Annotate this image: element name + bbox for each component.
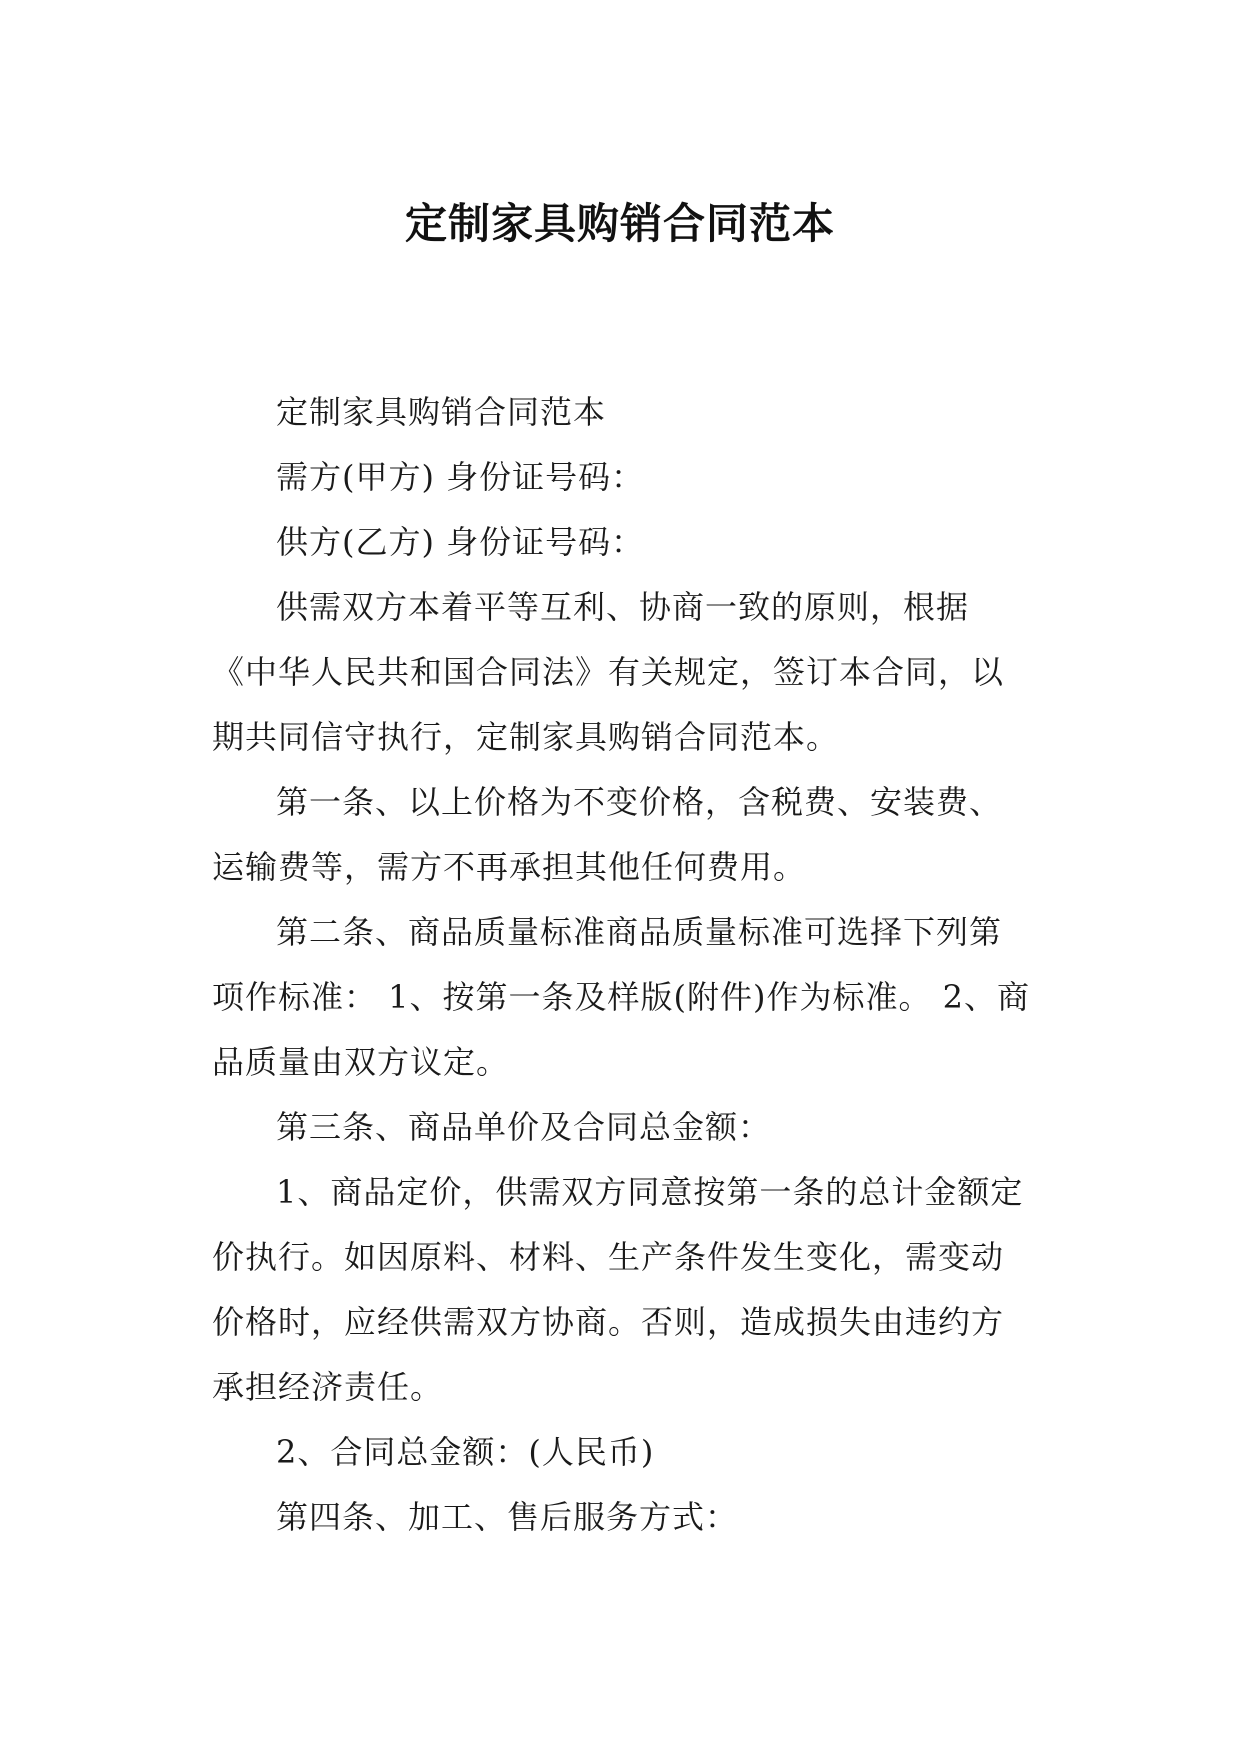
paragraph-heading: 定制家具购销合同范本 [276, 393, 607, 431]
paragraph-party-a: 需方(甲方) 身份证号码： [276, 458, 645, 496]
paragraph-article-2: 第二条、商品质量标准商品质量标准可选择下列第项作标准： 1、按第一条及样版(附件)作为标准。 2、商品质量由双方议定。 [212, 913, 1031, 1081]
paragraph-article-4: 第四条、加工、售后服务方式： [276, 1498, 739, 1536]
paragraph-preamble: 供需双方本着平等互利、协商一致的原则，根据《中华人民共和国合同法》有关规定，签订本合同，以期共同信守执行，定制家具购销合同范本。 [212, 588, 1005, 756]
paragraph-article-3-item-1: 1、商品定价，供需双方同意按第一条的总计金额定价执行。如因原料、材料、生产条件发生变化，需变动价格时，应经供需双方协商。否则，造成损失由违约方承担经济责任。 [212, 1173, 1024, 1406]
paragraph-article-1: 第一条、以上价格为不变价格，含税费、安装费、运输费等，需方不再承担其他任何费用。 [212, 783, 1003, 886]
paragraph-article-3-item-2: 2、合同总金额：(人民币) [276, 1433, 655, 1471]
paragraph-party-b: 供方(乙方) 身份证号码： [276, 523, 645, 561]
document-body [212, 380, 1032, 1550]
document-title: 定制家具购销合同范本 [404, 199, 835, 249]
paragraph-article-3: 第三条、商品单价及合同总金额： [276, 1108, 772, 1146]
